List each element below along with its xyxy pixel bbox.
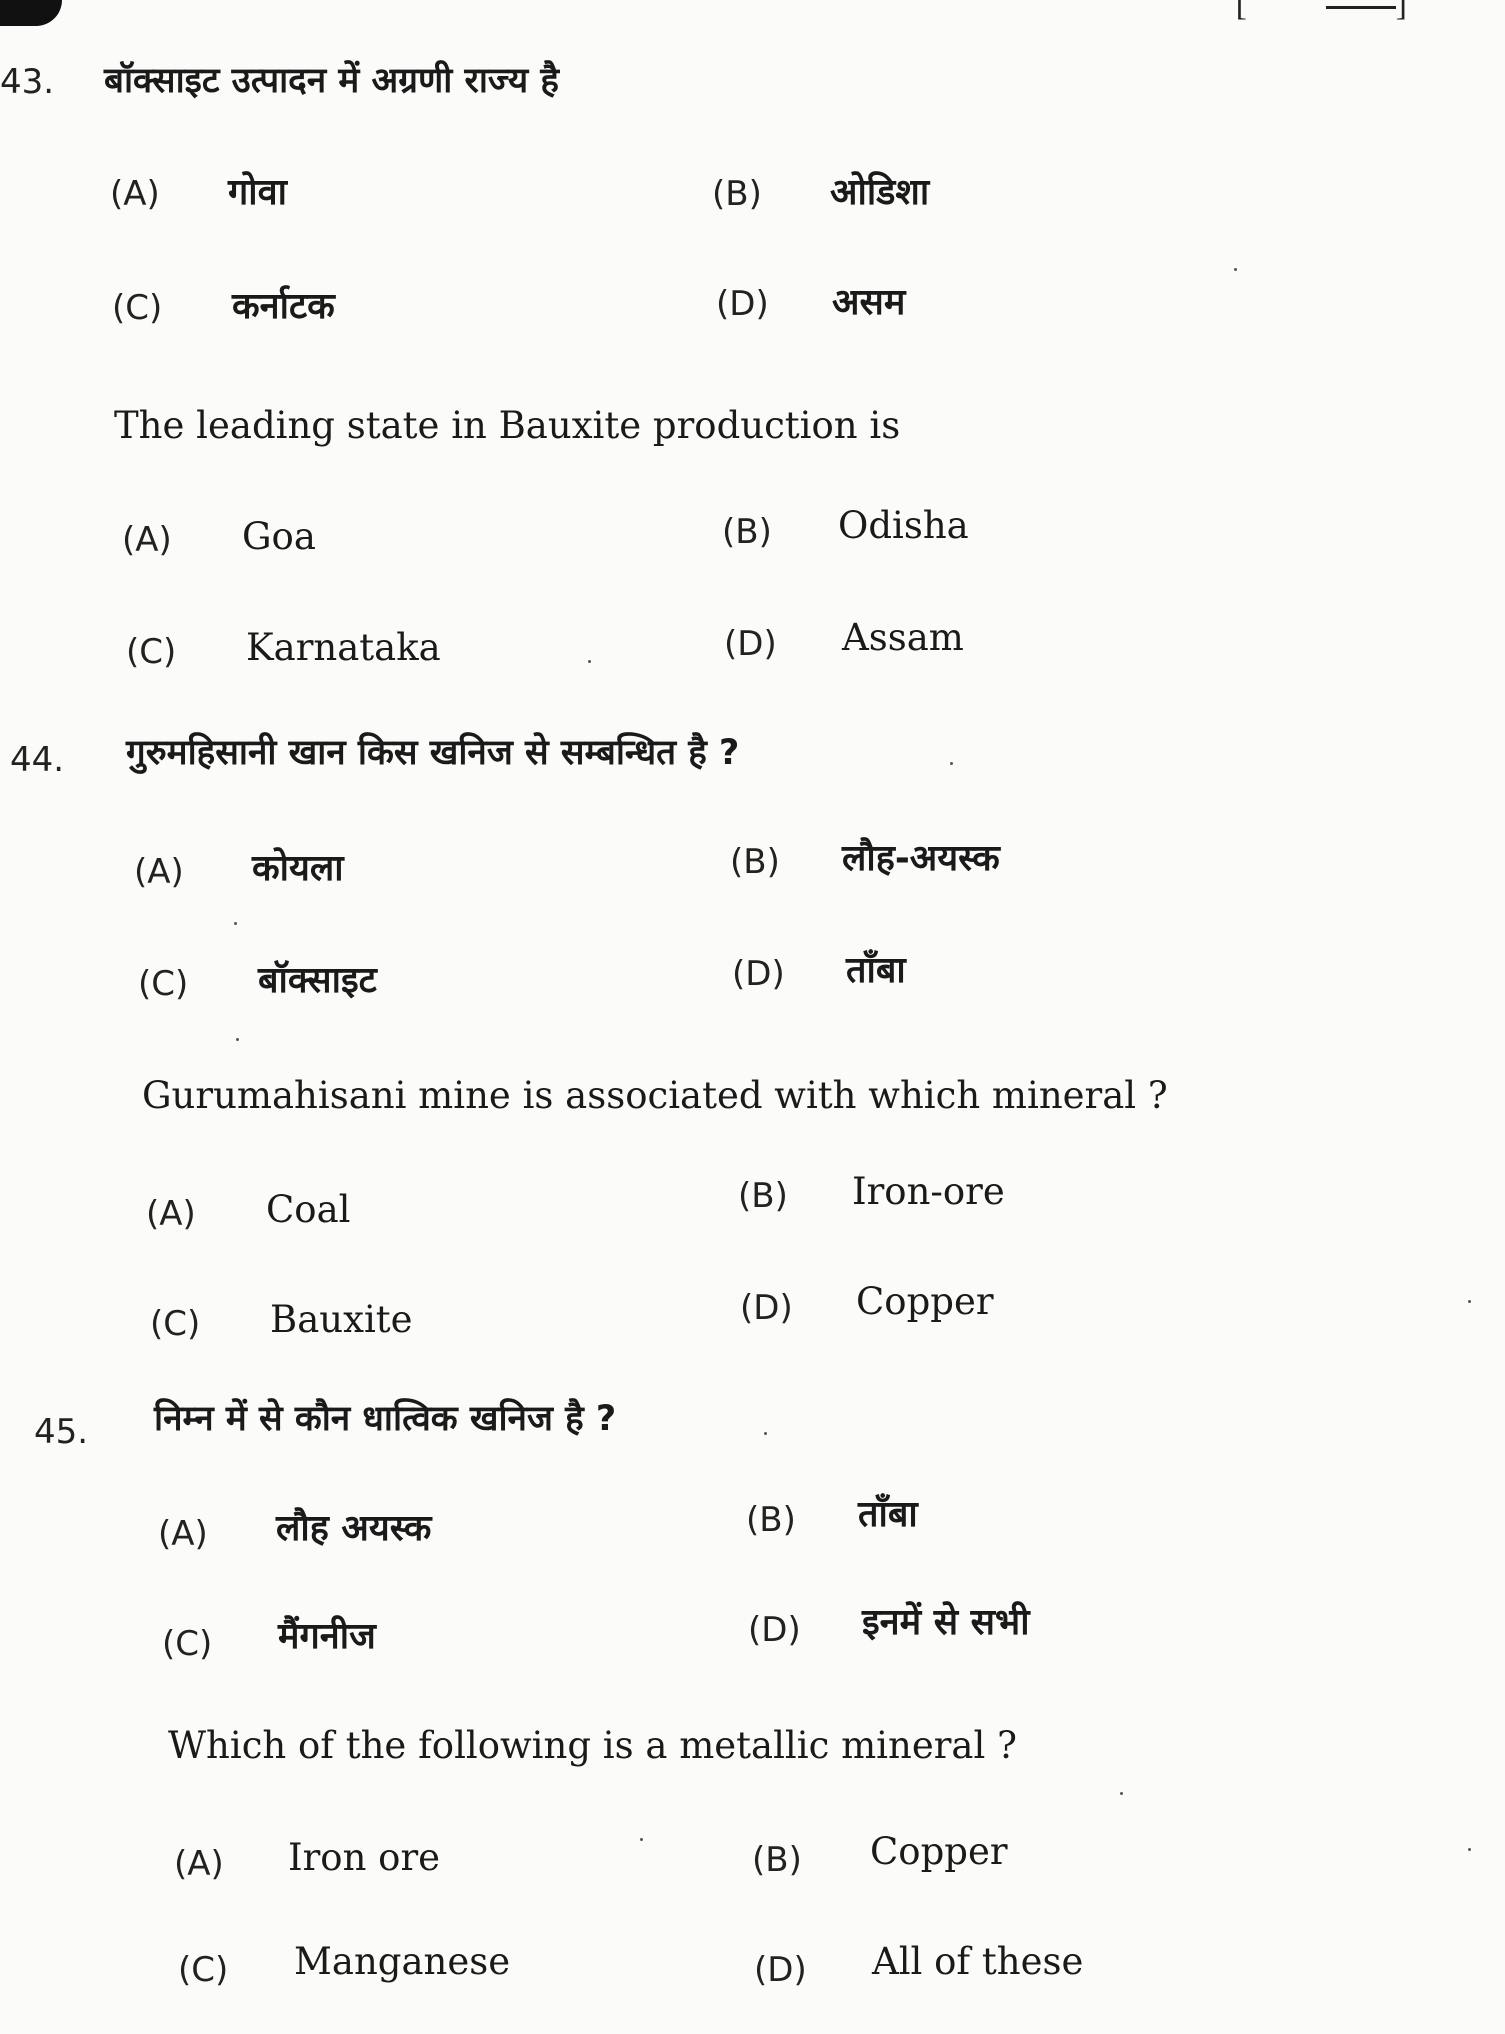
- option-label: (C): [162, 1624, 213, 1664]
- scan-speck: [950, 762, 953, 765]
- option-text: Goa: [242, 515, 316, 558]
- option-text: ताँबा: [858, 1494, 918, 1535]
- option-label: (C): [138, 964, 189, 1004]
- question-text-hindi: गुरुमहिसानी खान किस खनिज से सम्बन्धित है ?: [126, 733, 740, 773]
- option-text: ओडिशा: [830, 172, 930, 213]
- question-text-english: Gurumahisani mine is associated with which mineral ?: [142, 1074, 1168, 1117]
- question-text-english: The leading state in Bauxite production is: [114, 404, 901, 447]
- option-label: (C): [126, 632, 177, 672]
- option-text: Assam: [842, 616, 964, 659]
- option-text: लौह-अयस्क: [842, 838, 1000, 879]
- option-text: लौह अयस्क: [276, 1508, 432, 1549]
- option-label: (C): [150, 1304, 201, 1344]
- option-label: (D): [748, 1610, 801, 1650]
- option-label: (B): [738, 1176, 788, 1216]
- option-label: (D): [732, 954, 785, 994]
- scan-speck: [588, 660, 591, 663]
- option-label: (A): [122, 520, 172, 560]
- page-number-bracket: [1326, 0, 1409, 24]
- question-text-hindi: बॉक्साइट उत्पादन में अग्रणी राज्य है: [104, 61, 559, 101]
- scan-speck: [1234, 268, 1237, 271]
- option-label: (D): [716, 284, 769, 324]
- option-label: (A): [158, 1514, 208, 1554]
- question-number: 45.: [34, 1412, 89, 1452]
- scan-speck: [764, 1432, 767, 1435]
- scan-speck: [1120, 1792, 1123, 1795]
- option-text: Bauxite: [270, 1298, 413, 1341]
- option-text: Manganese: [294, 1940, 511, 1983]
- option-text: ताँबा: [846, 950, 906, 991]
- option-text: Karnataka: [246, 626, 441, 669]
- scan-speck: [1468, 1848, 1471, 1851]
- option-text: कोयला: [252, 848, 344, 889]
- option-text: Iron ore: [288, 1836, 441, 1879]
- corner-mark: [0, 0, 62, 26]
- question-number: 44.: [10, 740, 65, 780]
- option-label: (B): [752, 1840, 802, 1880]
- option-text: Copper: [856, 1280, 994, 1323]
- option-label: (A): [174, 1844, 224, 1884]
- option-label: (D): [724, 624, 777, 664]
- option-label: (B): [730, 842, 780, 882]
- scan-speck: [234, 922, 237, 925]
- option-label: (A): [134, 852, 184, 892]
- option-label: (C): [112, 288, 163, 328]
- option-text: Iron-ore: [852, 1170, 1005, 1213]
- option-text: कर्नाटक: [232, 286, 335, 327]
- option-label: (B): [712, 174, 762, 214]
- option-text: Copper: [870, 1830, 1008, 1873]
- option-label: (D): [754, 1950, 807, 1990]
- option-label: (B): [746, 1500, 796, 1540]
- option-text: बॉक्साइट: [258, 960, 377, 1001]
- question-number: 43.: [0, 62, 55, 102]
- option-text: मैंगनीज: [278, 1616, 376, 1657]
- scan-speck: [1468, 1300, 1471, 1303]
- option-text: Odisha: [838, 504, 969, 547]
- question-text-english: Which of the following is a metallic mineral ?: [168, 1724, 1017, 1767]
- option-text: गोवा: [228, 172, 287, 213]
- option-label: (B): [722, 512, 772, 552]
- option-text: इनमें से सभी: [862, 1602, 1030, 1643]
- option-label: (A): [110, 174, 160, 214]
- option-label: (D): [740, 1288, 793, 1328]
- scan-speck: [236, 1038, 239, 1041]
- option-label: (A): [146, 1194, 196, 1234]
- option-text: Coal: [266, 1188, 351, 1231]
- scan-speck: [640, 1838, 643, 1841]
- option-text: असम: [832, 282, 906, 323]
- option-label: (C): [178, 1950, 229, 1990]
- option-text: All of these: [872, 1940, 1084, 1983]
- question-text-hindi: निम्न में से कौन धात्विक खनिज है ?: [154, 1399, 617, 1439]
